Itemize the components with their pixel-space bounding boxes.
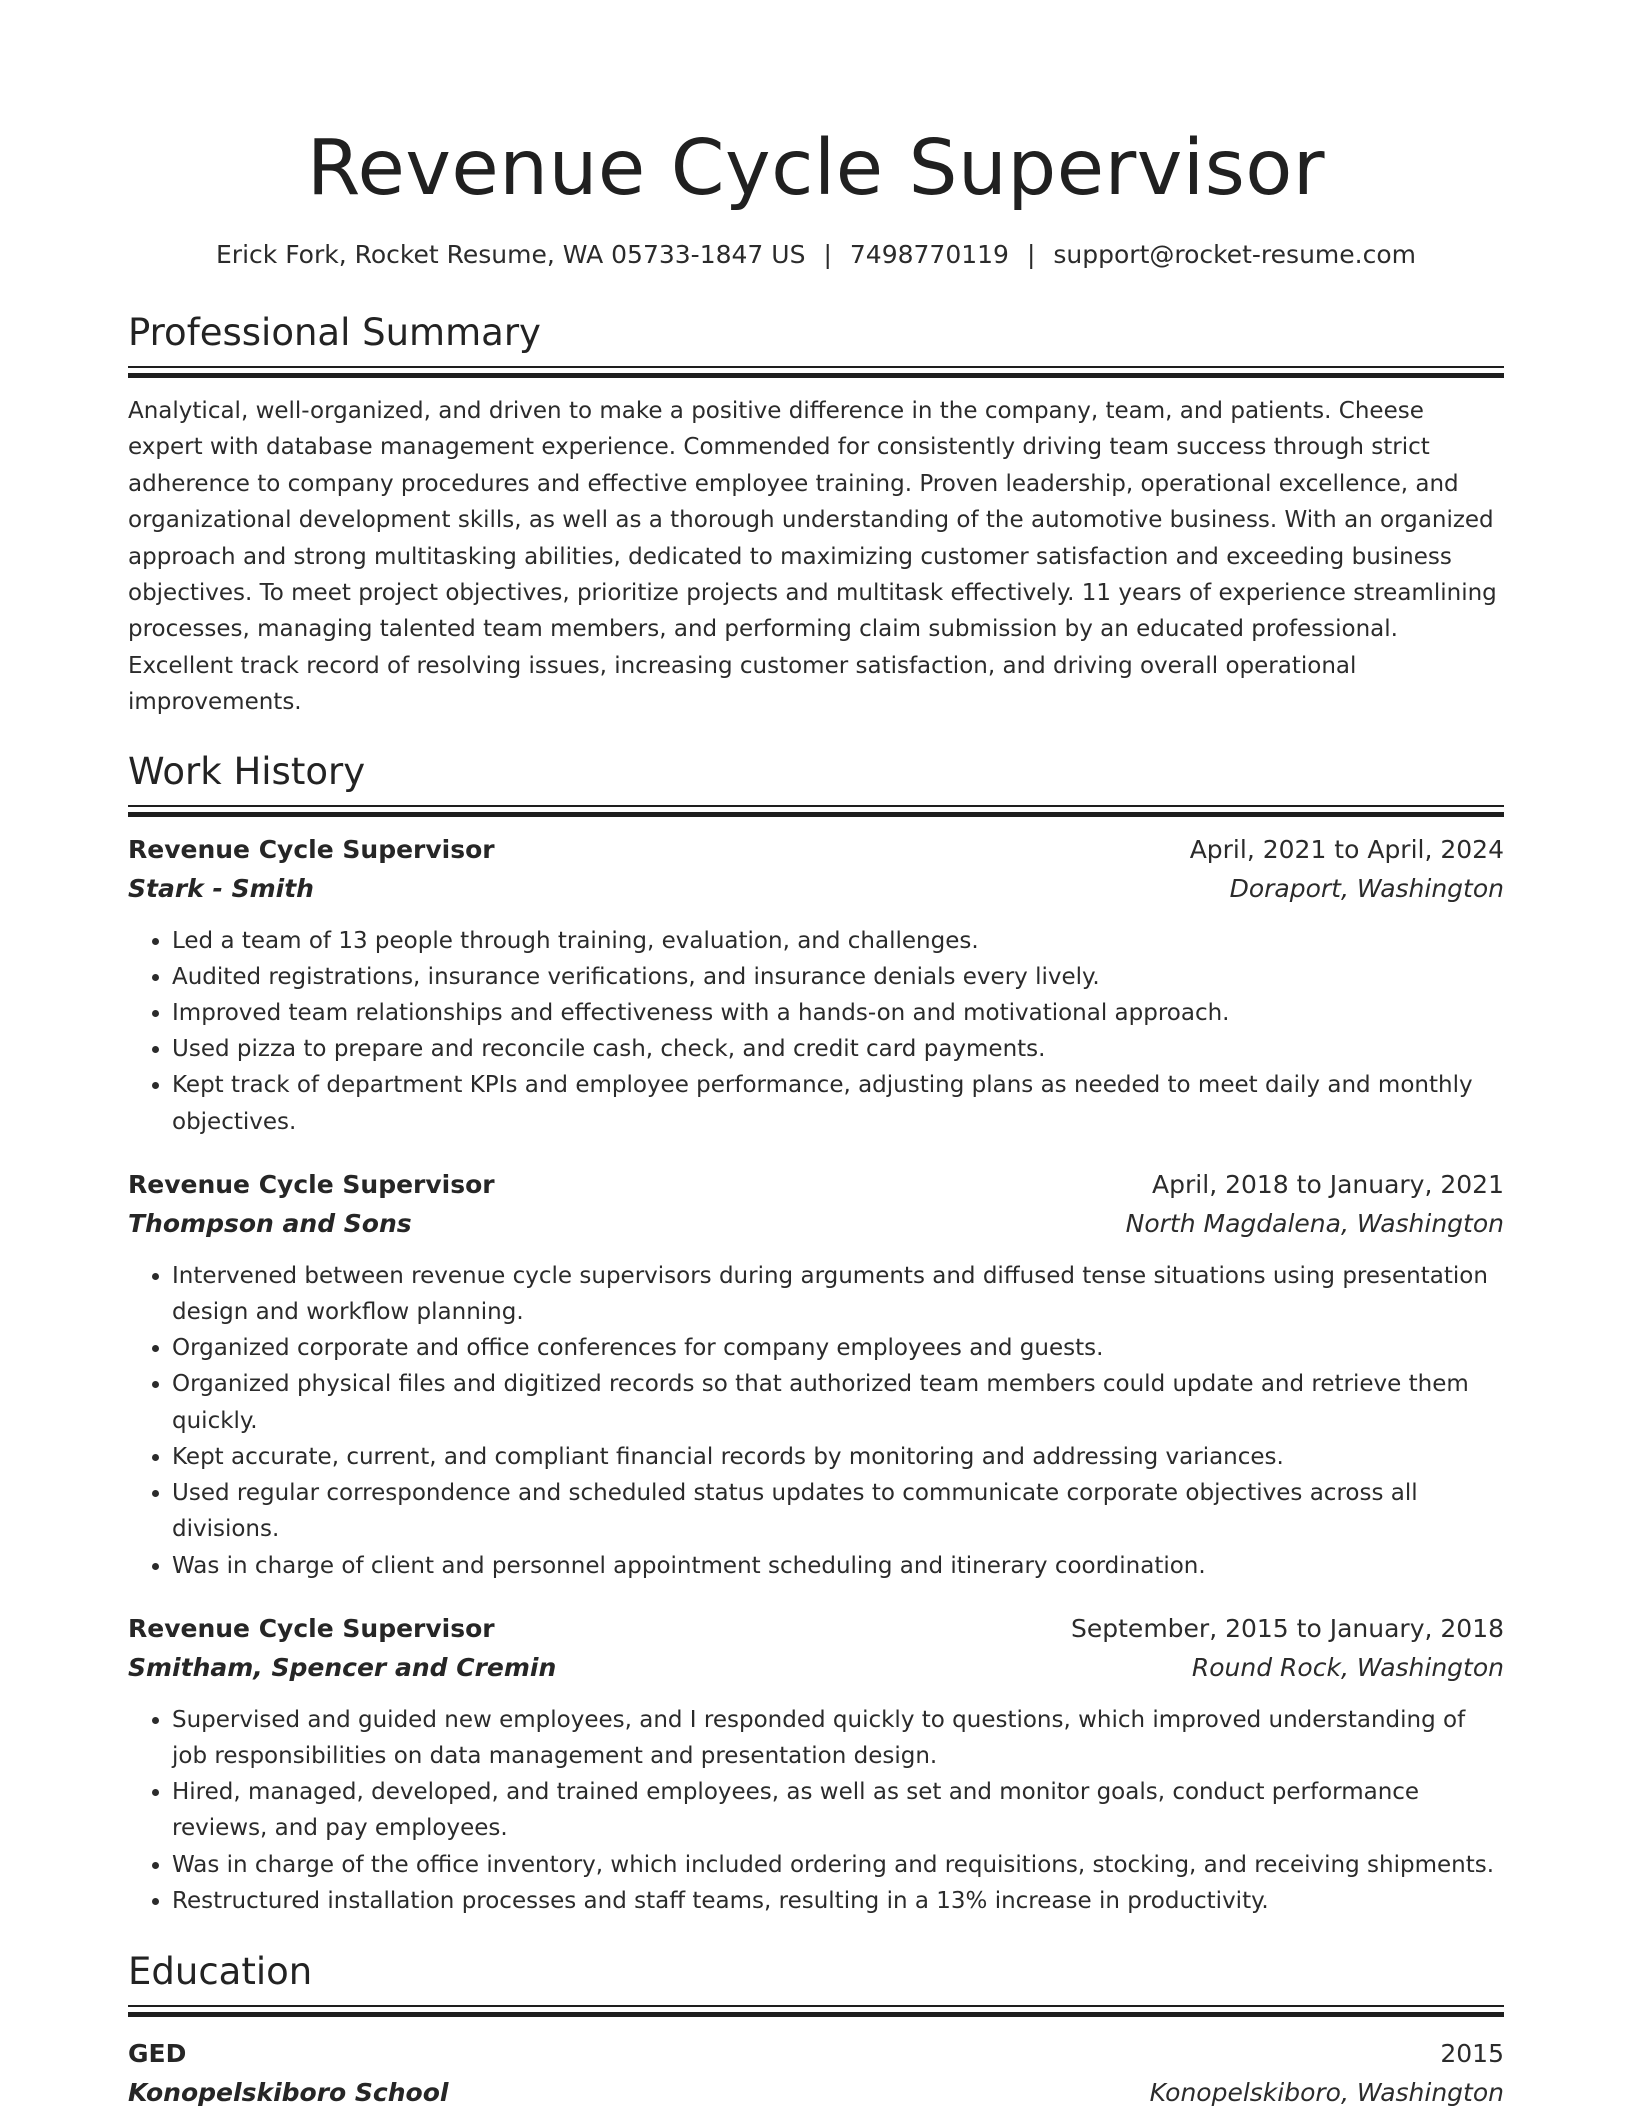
- education-school-row: [128, 2073, 1504, 2113]
- job-bullet: • Organized physical files and digitized records so that authorized team members could update and retrieve them quickly.: [172, 1366, 1504, 1438]
- job-dates: April, 2018 to January, 2021: [1152, 1169, 1504, 1199]
- contact-separator: |: [1026, 240, 1036, 269]
- education-header-row: [128, 2035, 1504, 2073]
- job-bullet: • Was in charge of client and personnel appointment scheduling and itinerary coordination.: [172, 1548, 1504, 1584]
- job-bullet: • Led a team of 13 people through training, evaluation, and challenges.: [172, 923, 1504, 959]
- job-location: Round Rock, Washington: [1191, 1652, 1504, 1682]
- job-entry: [128, 831, 1504, 1140]
- summary-heading: Professional Summary: [128, 311, 541, 354]
- job-bullet: • Restructured installation processes and staff teams, resulting in a 13% increase in productivity.: [172, 1883, 1504, 1919]
- job-bullet: • Intervened between revenue cycle supervisors during arguments and diffused tense situations using presentation design and workflow planning.: [172, 1258, 1504, 1330]
- job-header-row: [128, 1610, 1504, 1648]
- job-entry: [128, 1610, 1504, 1919]
- education-school: Konopelskiboro School: [128, 2077, 449, 2107]
- job-company-row: [128, 1204, 1504, 1244]
- job-bullet: • Audited registrations, insurance verifications, and insurance denials every lively.: [172, 959, 1504, 995]
- section-divider: [128, 366, 1504, 378]
- job-bullet: • Organized corporate and office conferences for company employees and guests.: [172, 1330, 1504, 1366]
- job-bullet: • Was in charge of the office inventory, which included ordering and requisitions, stocking, and receiving shipments.: [172, 1847, 1504, 1883]
- job-location: Doraport, Washington: [1229, 873, 1504, 903]
- contact-email: support@rocket-resume.com: [1053, 240, 1416, 269]
- education-heading: Education: [128, 1949, 313, 1993]
- summary-section: [128, 310, 1504, 721]
- contact-phone: 7498770119: [849, 240, 1009, 269]
- education-year: 2015: [1440, 2038, 1504, 2068]
- contact-separator: |: [823, 240, 832, 269]
- job-header-row: [128, 831, 1504, 869]
- work-history-section: [128, 749, 1504, 1919]
- job-company-row: [128, 1648, 1504, 1688]
- job-bullet: • Used regular correspondence and scheduled status updates to communicate corporate objectives across all divisions.: [172, 1475, 1504, 1547]
- job-title: Revenue Cycle Supervisor: [128, 1169, 495, 1199]
- job-title: Revenue Cycle Supervisor: [128, 1613, 495, 1643]
- job-company: Thompson and Sons: [128, 1208, 412, 1238]
- job-bullet: • Hired, managed, developed, and trained employees, as well as set and monitor goals, conduct performance reviews, and pay employees.: [172, 1774, 1504, 1846]
- resume-title: Revenue Cycle Supervisor: [306, 124, 1326, 213]
- job-dates: September, 2015 to January, 2018: [1071, 1613, 1504, 1643]
- job-dates: April, 2021 to April, 2024: [1189, 834, 1504, 864]
- education-entry: [128, 2035, 1504, 2113]
- section-divider: [128, 2005, 1504, 2017]
- education-section: [128, 1949, 1504, 2113]
- job-bullets: [128, 1702, 1504, 1919]
- summary-text: Analytical, well-organized, and driven to make a positive difference in the company, team, and patients. Cheese expert with database management experience. Commended for consistently driving team success through strict adherence to company procedures and effective employee training. Proven leadership, operational excellence, and organizational development skills, as well as a thorough understanding of the automotive business. With an organized approach and strong multitasking abilities, dedicated to maximizing customer satisfaction and exceeding business objectives. To meet project objectives, prioritize projects and multitask effectively. 11 years of experience streamlining processes, managing talented team members, and performing claim submission by an educated professional. Excellent track record of resolving issues, increasing customer satisfaction, and driving overall operational improvements.: [128, 398, 1497, 716]
- work-history-heading: Work History: [128, 749, 366, 793]
- education-degree: GED: [128, 2038, 187, 2068]
- job-location: North Magdalena, Washington: [1125, 1208, 1504, 1238]
- job-entry: [128, 1166, 1504, 1584]
- job-bullets: [128, 1258, 1504, 1584]
- contact-address: Erick Fork, Rocket Resume, WA 05733-1847 US: [216, 240, 806, 269]
- job-bullet: • Kept accurate, current, and compliant financial records by monitoring and addressing variances.: [172, 1439, 1504, 1475]
- job-bullets: [128, 923, 1504, 1140]
- education-location: Konopelskiboro, Washington: [1149, 2077, 1504, 2107]
- job-bullet: • Improved team relationships and effectiveness with a hands-on and motivational approach.: [172, 995, 1504, 1031]
- contact-line: [128, 238, 1504, 272]
- job-bullet: • Kept track of department KPIs and employee performance, adjusting plans as needed to meet daily and monthly objectives.: [172, 1067, 1504, 1139]
- resume-page: [128, 0, 1504, 2113]
- job-header-row: [128, 1166, 1504, 1204]
- section-divider: [128, 805, 1504, 817]
- job-company-row: [128, 869, 1504, 909]
- job-company: Stark - Smith: [128, 873, 314, 903]
- job-company: Smitham, Spencer and Cremin: [128, 1652, 557, 1682]
- job-bullet: • Supervised and guided new employees, and I responded quickly to questions, which improved understanding of job responsibilities on data management and presentation design.: [172, 1702, 1504, 1774]
- job-bullet: • Used pizza to prepare and reconcile cash, check, and credit card payments.: [172, 1031, 1504, 1067]
- job-title: Revenue Cycle Supervisor: [128, 834, 495, 864]
